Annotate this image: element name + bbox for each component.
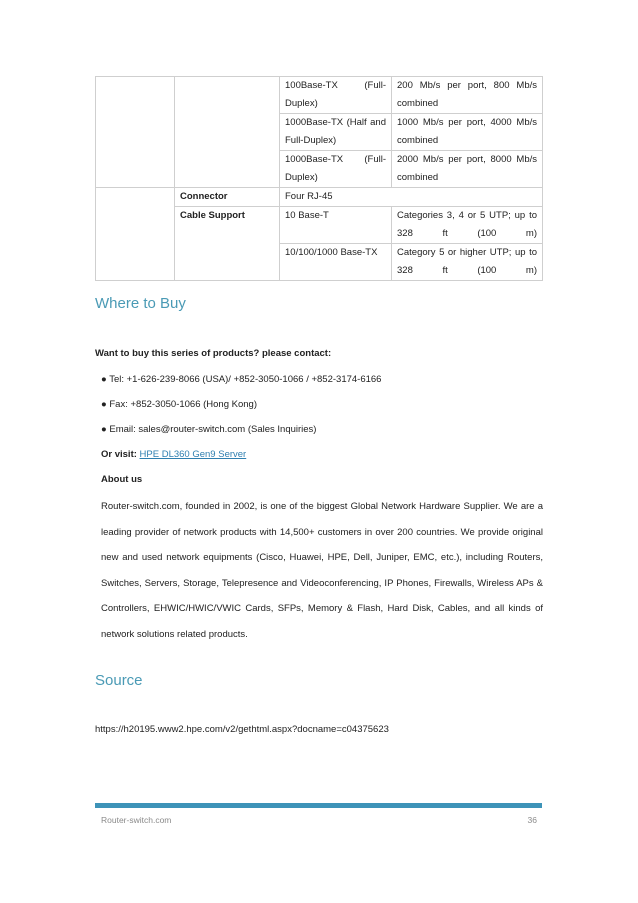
- connector-value: Four RJ-45: [280, 188, 543, 207]
- product-link[interactable]: HPE DL360 Gen9 Server: [139, 449, 247, 460]
- visit-line: [101, 448, 246, 461]
- source-url: https://h20195.www2.hpe.com/v2/gethtml.aspx?docname=c04375623: [95, 724, 389, 735]
- visit-label: Or visit:: [101, 449, 137, 460]
- source-heading: Source: [95, 672, 143, 689]
- cable-value-cell: Category 5 or higher UTP; up to 328 ft (100 m): [392, 244, 543, 281]
- table-row: [96, 77, 543, 114]
- cable-value-cell: Categories 3, 4 or 5 UTP; up to 328 ft (100 m): [392, 207, 543, 244]
- contact-email: ● Email: sales@router-switch.com (Sales Inquiries): [101, 424, 317, 435]
- throughput-cell: 2000 Mb/s per port, 8000 Mb/s combined: [392, 151, 543, 188]
- cable-type-cell: 10 Base-T: [280, 207, 392, 244]
- throughput-cell: 1000 Mb/s per port, 4000 Mb/s combined: [392, 114, 543, 151]
- footer-page-number: 36: [527, 815, 537, 825]
- cable-support-label: Cable Support: [175, 207, 280, 281]
- table-cell-empty: [175, 77, 280, 188]
- footer-site: Router-switch.com: [101, 815, 172, 825]
- interface-cell: 100Base-TX (Full-Duplex): [280, 77, 392, 114]
- spec-table: [95, 76, 543, 281]
- cable-type-cell: 10/100/1000 Base-TX: [280, 244, 392, 281]
- contact-fax: ● Fax: +852-3050-1066 (Hong Kong): [101, 399, 257, 410]
- table-cell-empty: [96, 77, 175, 188]
- contact-tel: ● Tel: +1-626-239-8066 (USA)/ +852-3050-1066 / +852-3174-6166: [101, 374, 382, 385]
- interface-cell: 1000Base-TX (Full-Duplex): [280, 151, 392, 188]
- buy-intro: Want to buy this series of products? please contact:: [95, 348, 332, 359]
- about-paragraph: Router-switch.com, founded in 2002, is one of the biggest Global Network Hardware Supplier. We are a leading provider of network products with 14,500+ customers in over 200 countries. We provide original new and used network equipments (Cisco, Huawei, HPE, Dell, Juniper, EMC, etc.), including Routers, Switches, Servers, Storage, Telepresence and Videoconferencing, IP Phones, Firewalls, Wireless APs & Controllers, EHWIC/HWIC/VWIC Cards, SFPs, Memory & Flash, Hard Disk, Cables, and all kinds of network solutions related products.: [101, 501, 543, 640]
- throughput-cell: 200 Mb/s per port, 800 Mb/s combined: [392, 77, 543, 114]
- about-heading: About us: [101, 474, 143, 485]
- where-to-buy-heading: Where to Buy: [95, 295, 186, 312]
- table-row: [96, 188, 543, 207]
- interface-cell: 1000Base-TX (Half and Full-Duplex): [280, 114, 392, 151]
- footer-bar: [95, 803, 542, 808]
- connector-label: Connector: [175, 188, 280, 207]
- table-cell-empty: [96, 188, 175, 281]
